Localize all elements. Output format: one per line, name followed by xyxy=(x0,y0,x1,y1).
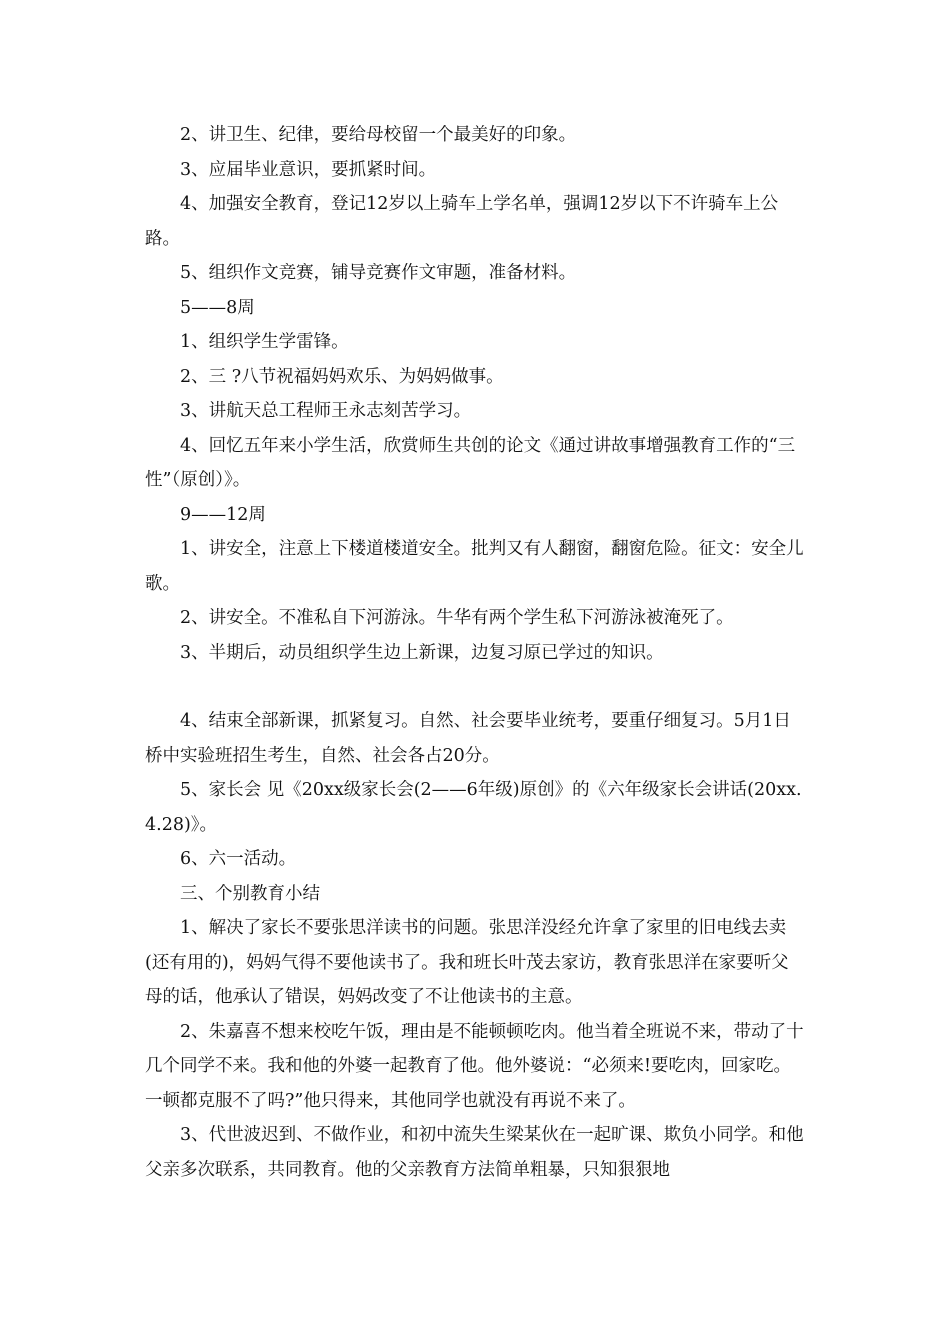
paragraph-item-4: 4、加强安全教育，登记12岁以上骑车上学名单，强调12岁以下不许骑车上公路。 xyxy=(145,194,779,249)
paragraph-item-1c: 1、讲安全，注意上下楼道楼道安全。批判又有人翻窗，翻窗危险。征文：安全儿歌。 xyxy=(145,539,804,594)
paragraph-item-2b: 2、三 ?八节祝福妈妈欢乐、为妈妈做事。 xyxy=(180,366,504,387)
paragraph-item-5c: 5、家长会 见《20xx级家长会(2——6年级)原创》的《六年级家长会讲话(20xx.4.28)》。 xyxy=(145,780,802,835)
section-heading-individual-education: 三、个别教育小结 xyxy=(180,883,320,904)
paragraph-item-5: 5、组织作文竞赛，铺导竞赛作文审题，准备材料。 xyxy=(180,263,577,283)
paragraph-case-2: 2、朱嘉喜不想来校吃午饭，理由是不能顿顿吃肉。他当着全班说不来，带动了十几个同学不来。我和他的外婆一起教育了他。他外婆说：“必须来!要吃肉，回家吃。一顿都克服不了吗?”他只得来，其他同学也就没有再说不来了。 xyxy=(145,1021,804,1111)
paragraph-item-1: 1、组织学生学雷锋。 xyxy=(180,332,349,352)
paragraph-item-2: 2、讲卫生、纪律，要给母校留一个最美好的印象。 xyxy=(180,125,577,145)
paragraph-item-6c: 6、六一活动。 xyxy=(180,849,297,869)
paragraph-item-3c: 3、半期后，动员组织学生边上新课，边复习原已学过的知识。 xyxy=(180,642,664,663)
paragraph-item-3: 3、应届毕业意识，要抓紧时间。 xyxy=(180,159,437,180)
paragraph-case-3: 3、代世波迟到、不做作业，和初中流失生梁某伙在一起旷课、欺负小同学。和他父亲多次联系，共同教育。他的父亲教育方法简单粗暴，只知狠狠地 xyxy=(145,1125,804,1180)
paragraph-item-3b: 3、讲航天总工程师王永志刻苦学习。 xyxy=(180,401,472,421)
paragraph-item-4b: 4、回忆五年来小学生活，欣赏师生共创的论文《通过讲故事增强教育工作的“三性”（原创）》。 xyxy=(145,435,796,490)
paragraph-item-2c: 2、讲安全。不准私自下河游泳。牛华有两个学生私下河游泳被淹死了。 xyxy=(180,608,734,628)
document-page xyxy=(145,118,805,1187)
section-heading-weeks-9-12: 9——12周 xyxy=(180,504,266,525)
paragraph-case-1: 1、解决了家长不要张思洋读书的问题。张思洋没经允许拿了家里的旧电线去卖(还有用的)，妈妈气得不要他读书了。我和班长叶茂去家访，教育张思洋在家要听父母的话，他承认了错误，妈妈改变了不让他读书的主意。 xyxy=(145,918,789,1007)
paragraph-item-4c: 4、结束全部新课，抓紧复习。自然、社会要毕业统考，要重仔细复习。5月1日桥中实验班招生考生，自然、社会各占20分。 xyxy=(145,711,791,766)
section-heading-weeks-5-8: 5——8周 xyxy=(180,297,255,318)
